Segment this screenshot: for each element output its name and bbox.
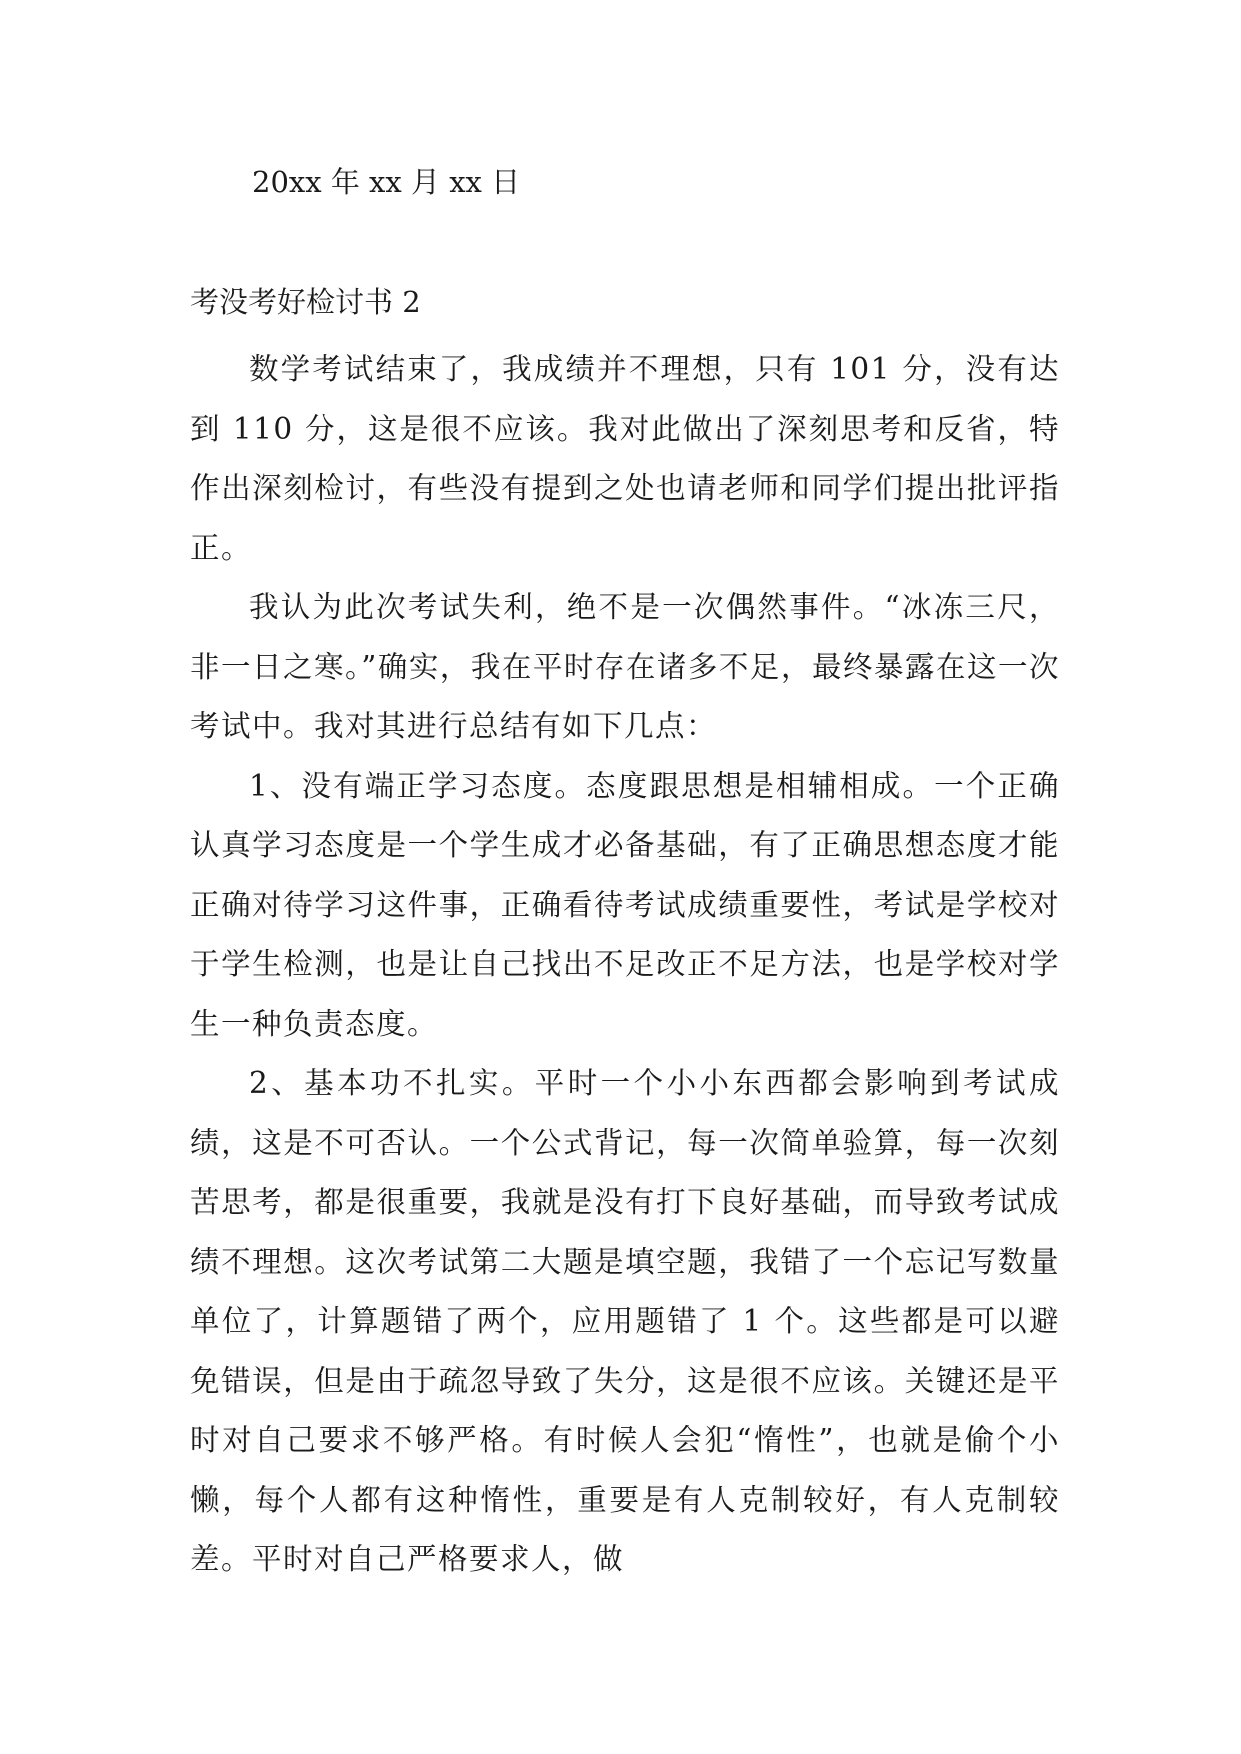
document-body <box>190 340 1060 1590</box>
paragraph-3: 1、没有端正学习态度。态度跟思想是相辅相成。一个正确认真学习态度是一个学生成才必备基础，有了正确思想态度才能正确对待学习这件事，正确看待考试成绩重要性，考试是学校对于学生检测，也是让自己找出不足改正不足方法，也是学校对学生一种负责态度。 <box>190 768 1060 1041</box>
date-line: 20xx 年 xx 月 xx 日 <box>252 165 521 199</box>
document-title: 考没考好检讨书 2 <box>190 285 421 319</box>
paragraph-2: 我认为此次考试失利，绝不是一次偶然事件。“冰冻三尺，非一日之寒。”确实，我在平时存在诸多不足，最终暴露在这一次考试中。我对其进行总结有如下几点： <box>190 590 1060 743</box>
paragraph-1: 数学考试结束了，我成绩并不理想，只有 101 分，没有达到 110 分，这是很不应该。我对此做出了深刻思考和反省，特作出深刻检讨，有些没有提到之处也请老师和同学们提出批评指正。 <box>190 352 1060 565</box>
paragraph-4: 2、基本功不扎实。平时一个小小东西都会影响到考试成绩，这是不可否认。一个公式背记，每一次简单验算，每一次刻苦思考，都是很重要，我就是没有打下良好基础，而导致考试成绩不理想。这次考试第二大题是填空题，我错了一个忘记写数量单位了，计算题错了两个，应用题错了 1 个。这些都是可以避免错误，但是由于疏忽导致了失分，这是很不应该。关键还是平时对自己要求不够严格。有时候人会犯“惰性”，也就是偷个小懒，每个人都有这种惰性，重要是有人克制较好，有人克制较差。平时对自己严格要求人，做 <box>190 1066 1060 1576</box>
